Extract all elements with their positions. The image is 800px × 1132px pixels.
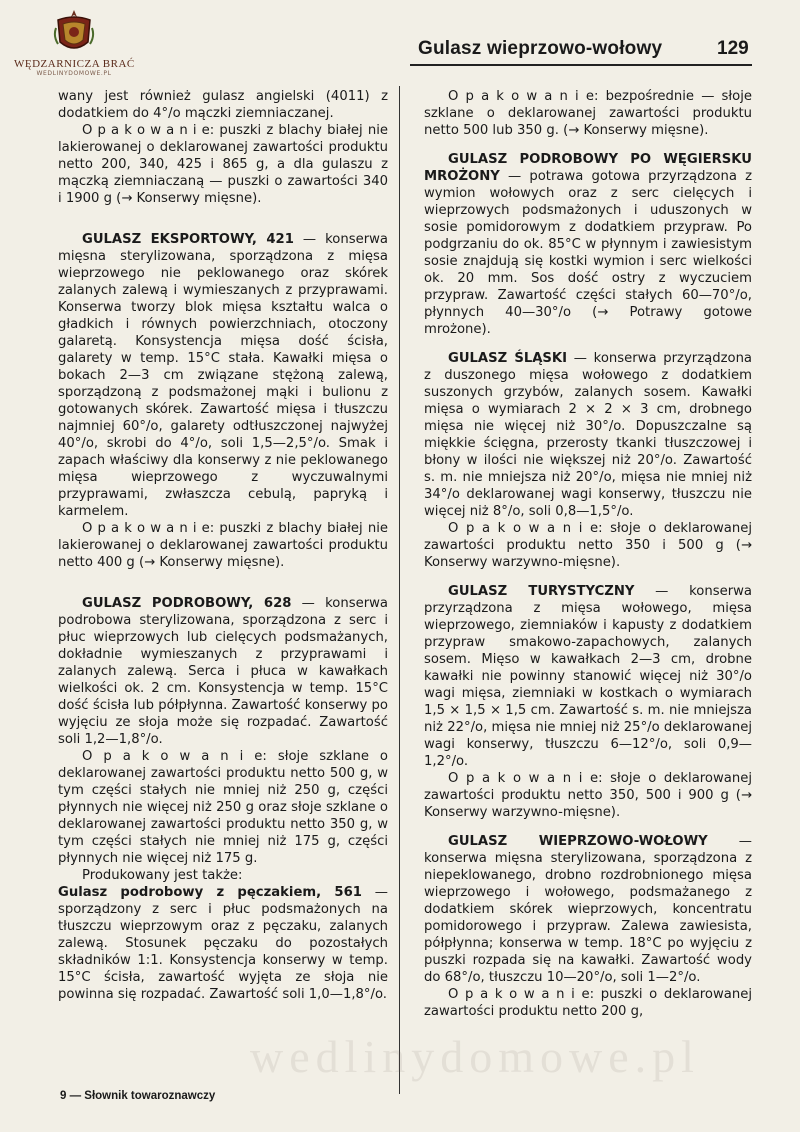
smokehouse-emblem-icon — [52, 8, 96, 56]
page-number: 129 — [717, 38, 749, 59]
paragraph: O p a k o w a n i e: puszki z blachy białej nie lakierowanej o deklarowanej zawartości produktu netto 200, 340, 425 i 865 g, a dla gulaszu z mączką ziemniaczaną — puszki o zawartości 340 i 1900 g (→ Konserwy mięsne). — [58, 123, 388, 206]
page-footer: 9 — Słownik towaroznawczy — [60, 1090, 216, 1102]
entry-gulasz-slaski: GULASZ ŚLĄSKI — konserwa przyrządzona z duszonego mięsa wołowego z dodatkiem suszonych grzybów, zalanych sosem. Kawałki mięsa o wymiarach 2 × 2 × 3 cm, drobnego mięsa nie więcej niż 30°/o. Dopuszczalne są miękkie ścięgna, przerosty tkanki tłuszczowej i błony w ilości nie większej niż 20°/o. Zawartość s. m. nie mniejsza niż 20°/o, mięsa nie mniej niż 34°/o deklarowanej wagi konserwy, tłuszczu nie więcej niż 8°/o, soli 0,8—1,5°/o. — [424, 351, 753, 519]
brand-logo — [14, 8, 134, 88]
paragraph: Produkowany jest także: — [82, 868, 243, 883]
entry-headword: Gulasz podrobowy z pęczakiem, 561 — [58, 885, 362, 900]
left-column — [58, 88, 388, 1003]
entry-gulasz-turystyczny: GULASZ TURYSTYCZNY — konserwa przyrządzona z mięsa wołowego, mięsa wieprzowego, ziemniaków i kapusty z dodatkiem przypraw smakowo-zapachowych, zalanych sosem. Mięso w kawałkach 2—3 cm, drobne kawałki nie powinny stanowić więcej niż 30°/o wagi mięsa, ziemniaki w kostkach o wymiarach 1,5 × 1,5 × 1,5 cm. Zawartość s. m. nie mniejsza niż 22°/o, mięsa nie mniej niż 25°/o deklarowanej wagi konserwy, tłuszczu 6—12°/o, soli 0,9—1,2°/o. — [424, 584, 752, 769]
entry-headword: GULASZ TURYSTYCZNY — [448, 584, 635, 599]
entry-headword: GULASZ PODROBOWY PO WĘGIERSKU MROŻONY — [424, 152, 752, 184]
paragraph: O p a k o w a n i e: bezpośrednie — słoje szklane o deklarowanej zawartości produktu netto 500 lub 350 g. (→ Konserwy mięsne). — [424, 89, 752, 138]
logo-url: WEDLINYDOMOWE.PL — [36, 70, 112, 77]
right-column — [424, 88, 752, 1020]
entry-gulasz-z-peczakiem: Gulasz podrobowy z pęczakiem, 561 — sporządzony z serc i płuc podsmażonych na tłuszczu wieprzowym oraz z pęczaku, zalanych zalewą. Stosunek pęczaku do pozostałych składników 1:1. Konsystencja konserwy w temp. 15°C ścisła, zawartość wyjęta ze słoja nie powinna się rozpadać. Zawartość soli 1,0—1,8°/o. — [58, 885, 388, 1002]
entry-gulasz-po-wegiersku: GULASZ PODROBOWY PO WĘGIERSKU MROŻONY — potrawa gotowa przyrządzona z wymion wołowych oraz z serc cielęcych i wieprzowych podsmażonych i uduszonych w sosie pomidorowym z dodatkiem przypraw. Po podgrzaniu do ok. 85°C w płynnym i zawiesistym sosie znajdują się kostki wymion i serc wielkości ok. 20 mm. Sos dość ostry z wyczuciem przypraw. Zawartość części stałych 60—70°/o, płynnych 40—30°/o (→ Potrawy gotowe mrożone). — [424, 152, 752, 337]
paragraph: O p a k o w a n i e: słoje o deklarowanej zawartości produktu netto 350, 500 i 900 g (→ Konserwy warzywno-mięsne). — [424, 771, 752, 820]
entry-headword: GULASZ PODROBOWY, 628 — [82, 596, 292, 611]
paragraph: wany jest również gulasz angielski (4011) z dodatkiem do 4°/o mączki ziemniaczanej. — [58, 89, 388, 121]
watermark: wedlinydomowe.pl — [250, 1031, 700, 1082]
logo-name: WĘDZARNICZA BRAĆ — [14, 58, 135, 70]
paragraph: O p a k o w a n i e: puszki z blachy białej nie lakierowanej o deklarowanej zawartości produktu netto 400 g (→ Konserwy mięsne). — [58, 521, 388, 570]
column-divider — [399, 86, 400, 1094]
header-divider — [410, 64, 752, 66]
entry-gulasz-wieprzowo-wolowy: GULASZ WIEPRZOWO-WOŁOWY — konserwa mięsna sterylizowana, sporządzona z niepeklowanego, drobno rozdrobnionego mięsa wieprzowego i wołowego, podsmażanego z dodatkiem skórek wieprzowych, koncentratu pomidorowego i przypraw. Zalewa zawiesista, półpłynna; konserwa w temp. 18°C po wyjęciu z puszki rozpada się na kawałki. Zawartość wody do 68°/o, tłuszczu 10—20°/o, soli 1—2°/o. — [424, 834, 752, 985]
entry-gulasz-podrobowy: GULASZ PODROBOWY, 628 — konserwa podrobowa sterylizowana, sporządzona z serc i płuc wieprzowych lub cielęcych podsmażanych, dokładnie wymieszanych z przyprawami i zalanych zalewą. Serca i płuca w kawałkach wielkości ok. 2 cm. Konsystencja w temp. 15°C dość ścisła lub półpłynna. Zawartość konserwy po wyjęciu ze słoja może się rozpadać. Zawartość soli 1,2—1,8°/o. — [58, 596, 388, 747]
entry-headword: GULASZ WIEPRZOWO-WOŁOWY — [448, 834, 708, 849]
paragraph: O p a k o w a n i e: słoje szklane o deklarowanej zawartości produktu netto 500 g, w tym części stałych nie mniej niż 250 g, części płynnych nie więcej niż 250 g oraz słoje szklane o deklarowanej zawartości produktu netto 350 g, w tym części stałych nie mniej niż 175 g, części płynnych nie więcej niż 175 g. — [58, 749, 388, 866]
entry-headword: GULASZ ŚLĄSKI — [448, 351, 568, 366]
paragraph: O p a k o w a n i e: puszki o deklarowanej zawartości produktu netto 200 g, — [424, 987, 752, 1019]
entry-gulasz-eksportowy: GULASZ EKSPORTOWY, 421 — konserwa mięsna sterylizowana, sporządzona z mięsa wieprzowego nie peklowanego oraz skórek zalanych zalewą i wymieszanych z przyprawami. Konserwa tworzy blok mięsa kształtu walca o gładkich i równych powierzchniach, otoczony galaretą. Konsystencja mięsa dość ścisła, galarety w temp. 15°C stała. Kawałki mięsa o bokach 2—3 cm związane stężoną zalewą, sporządzoną z podsmażonej mąki i bulionu z gotowanych skórek. Zawartość mięsa i tłuszczu najmniej 60°/o, galarety odtłuszczonej najwyżej 40°/o, skrobi do 4°/o, soli 1,5—2,5°/o. Smak i zapach właściwy dla konserwy z nie peklowanego mięsa wieprzowego z wyczuwalnymi przyprawami, zwłaszcza cebulą, papryką i karmelem. — [58, 232, 389, 519]
entry-headword: GULASZ EKSPORTOWY, 421 — [82, 232, 294, 247]
page-header-title: Gulasz wieprzowo-wołowy — [418, 38, 663, 59]
paragraph: O p a k o w a n i e: słoje o deklarowanej zawartości produktu netto 350 i 500 g (→ Konserwy warzywno-mięsne). — [424, 521, 752, 570]
